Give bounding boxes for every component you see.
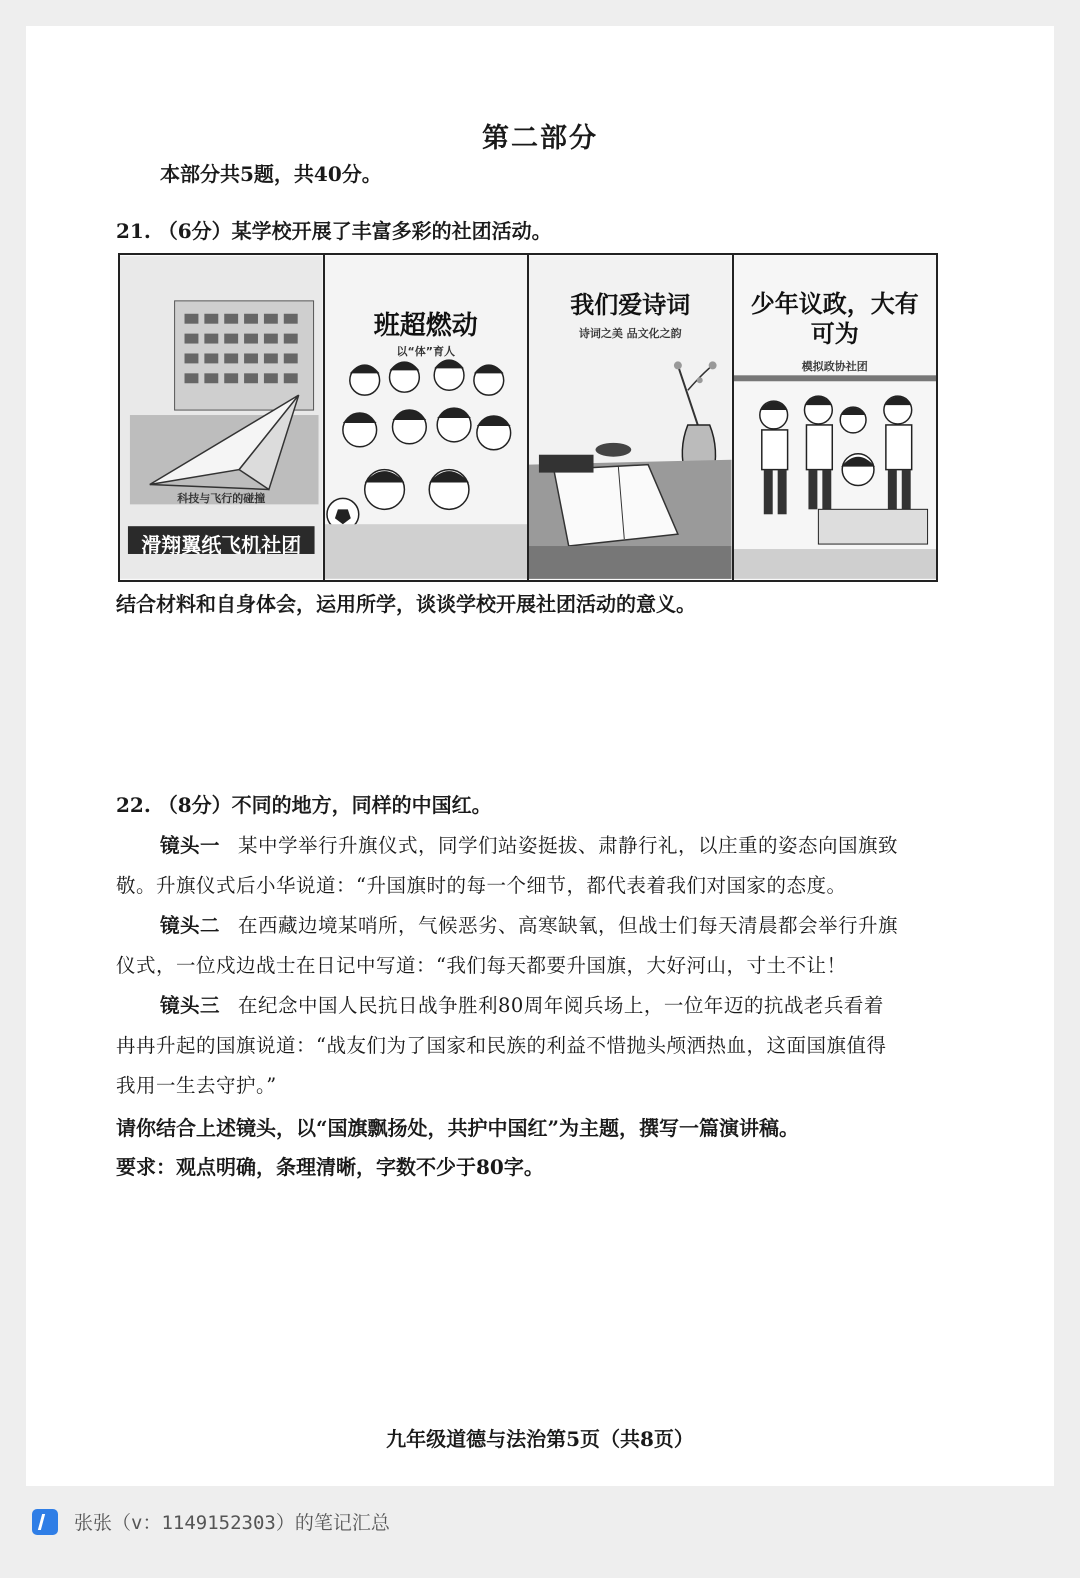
- page-footer: 九年级道德与法治第5页（共8页）: [386, 1427, 694, 1451]
- q22-line-2: [116, 870, 846, 898]
- panel-1-title: 滑翔翼纸飞机社团: [141, 533, 302, 557]
- shot-2-label: 镜头二: [160, 914, 221, 937]
- q22-heading: 22. （8分）不同的地方，同样的中国红。: [116, 793, 492, 817]
- q22-requirement: 要求：观点明确，条理清晰，字数不少于80字。: [116, 1155, 544, 1179]
- q21-heading: 21. （6分）某学校开展了丰富多彩的社团活动。: [116, 219, 552, 243]
- notes-app-icon: [32, 1509, 58, 1535]
- panel-paper-airplane: [120, 255, 325, 580]
- panel-2-title: 班超燃动: [373, 311, 478, 341]
- q22-task: 请你结合上述镜头，以“国旗飘扬处，共护中国红”为主题，撰写一篇演讲稿。: [116, 1116, 800, 1140]
- shot-3-label: 镜头三: [160, 994, 221, 1017]
- panel-3-title: 我们爱诗词: [570, 291, 691, 319]
- students-soccer-illustration: [325, 255, 528, 580]
- shot-1-label: 镜头一: [160, 834, 221, 857]
- shot-3-text-cont: 冉冉升起的国旗说道：“战友们为了国家和民族的利益不惜抛头颅洒热血，这面国旗值得: [116, 1034, 887, 1057]
- q22-line-4: [116, 950, 846, 978]
- panel-3-subtitle: 诗词之美 品文化之韵: [578, 327, 682, 340]
- q22-line-3: [160, 910, 898, 938]
- exam-page: [26, 26, 1054, 1486]
- panel-1-subtitle: 科技与飞行的碰撞: [177, 492, 266, 505]
- panel-4-subtitle: 模拟政协社团: [801, 360, 868, 373]
- watermark: [32, 1508, 390, 1535]
- club-panels: [118, 253, 938, 582]
- section-intro: 本部分共5题，共40分。: [160, 162, 382, 186]
- q22-line-1: [160, 830, 898, 858]
- shot-2-text: 在西藏边境某哨所，气候恶劣、高寒缺氧，但战士们每天清晨都会举行升旗: [238, 914, 899, 937]
- shot-2-text-cont: 仪式，一位戍边战士在日记中写道：“我们每天都要升国旗，大好河山，寸土不让！: [116, 954, 847, 977]
- section-title: 第二部分: [482, 123, 598, 154]
- shot-3-text: 在纪念中国人民抗日战争胜利80周年阅兵场上，一位年迈的抗战老兵看着: [238, 994, 884, 1017]
- shot-1-text-cont: 敬。升旗仪式后小华说道：“升国旗时的每一个细节，都代表着我们对国家的态度。: [116, 874, 847, 897]
- panel-youth-politics: [734, 255, 937, 580]
- panel-poetry: [529, 255, 734, 580]
- q21-prompt: 结合材料和自身体会，运用所学，谈谈学校开展社团活动的意义。: [116, 592, 696, 616]
- q22-line-5: [160, 990, 884, 1018]
- shot-1-text: 某中学举行升旗仪式，同学们站姿挺拔、肃静行礼，以庄重的姿态向国旗致: [238, 834, 899, 857]
- shot-3-text-end: 我用一生去守护。”: [116, 1074, 277, 1097]
- watermark-text: 张张（v：1149152303）的笔记汇总: [74, 1512, 390, 1534]
- q22-line-6: [116, 1030, 886, 1058]
- panel-2-subtitle: 以“体”育人: [396, 345, 455, 358]
- q22-line-7: [116, 1070, 277, 1098]
- panel-4-title: 少年议政，大有可为: [750, 290, 919, 348]
- panel-sports: [325, 255, 530, 580]
